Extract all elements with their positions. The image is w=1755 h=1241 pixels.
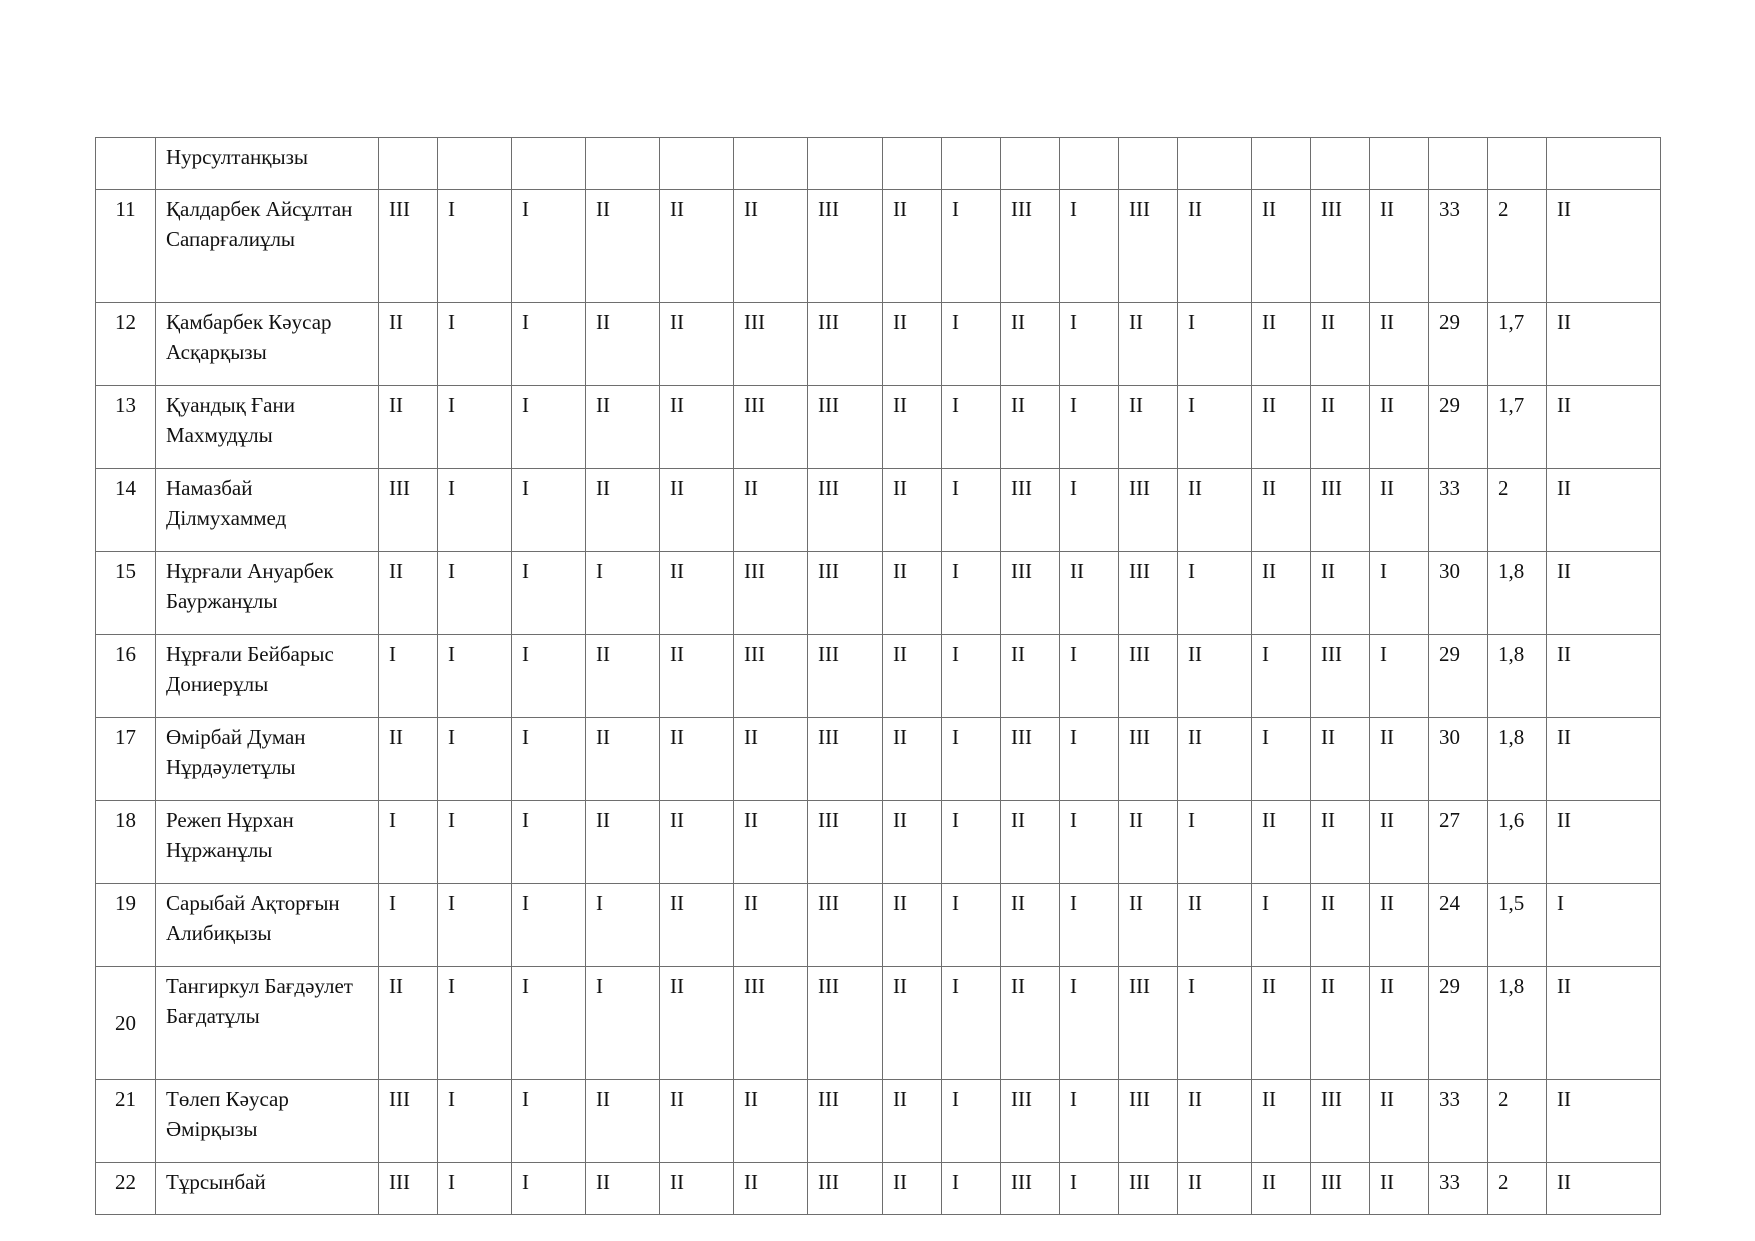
grade-cell: II	[1311, 884, 1370, 967]
grade-cell: III	[808, 635, 883, 718]
grade-cell: III	[1119, 469, 1178, 552]
grade-cell: I	[438, 552, 512, 635]
grade-cell: I	[1252, 884, 1311, 967]
grade-cell: II	[1370, 190, 1429, 303]
grade-cell: II	[1547, 386, 1661, 469]
grade-cell: I	[1178, 967, 1252, 1080]
table-row	[96, 1080, 1661, 1163]
grade-cell: II	[1547, 967, 1661, 1080]
row-number: 20	[96, 967, 156, 1080]
grade-cell	[1178, 138, 1252, 190]
student-name: Өмірбай Думан Нұрдәулетұлы	[156, 718, 379, 801]
grade-cell: 30	[1429, 552, 1488, 635]
grades-table	[95, 137, 1661, 1215]
grade-cell: I	[512, 1163, 586, 1215]
grade-cell: I	[942, 801, 1001, 884]
grade-cell: II	[1547, 801, 1661, 884]
grade-cell: 2	[1488, 1163, 1547, 1215]
grade-cell: II	[1178, 635, 1252, 718]
row-number: 22	[96, 1163, 156, 1215]
row-number: 18	[96, 801, 156, 884]
grade-cell: III	[1119, 635, 1178, 718]
grade-cell	[1001, 138, 1060, 190]
grade-cell: I	[1060, 1163, 1119, 1215]
grade-cell: II	[1311, 801, 1370, 884]
grade-cell: II	[1311, 718, 1370, 801]
grade-cell: II	[586, 801, 660, 884]
grade-cell: I	[512, 718, 586, 801]
grade-cell: III	[808, 469, 883, 552]
grade-cell: II	[1119, 386, 1178, 469]
grade-cell	[1119, 138, 1178, 190]
grade-cell: II	[734, 801, 808, 884]
grade-cell: II	[1252, 552, 1311, 635]
grade-cell: II	[586, 1163, 660, 1215]
grade-cell	[942, 138, 1001, 190]
grade-cell: 30	[1429, 718, 1488, 801]
grade-cell: II	[586, 635, 660, 718]
grade-cell: I	[438, 718, 512, 801]
grade-cell: II	[1311, 386, 1370, 469]
grade-cell: II	[1178, 1163, 1252, 1215]
grade-cell: II	[1311, 552, 1370, 635]
grade-cell: III	[1001, 469, 1060, 552]
grade-cell: II	[883, 718, 942, 801]
grade-cell: I	[512, 386, 586, 469]
grade-cell: II	[883, 469, 942, 552]
grade-cell	[883, 138, 942, 190]
table-row	[96, 138, 1661, 190]
grade-cell: I	[1060, 469, 1119, 552]
grade-cell: II	[1178, 718, 1252, 801]
grade-cell: I	[586, 967, 660, 1080]
grade-cell: II	[1252, 1080, 1311, 1163]
grade-cell: II	[379, 552, 438, 635]
grade-cell: I	[1060, 190, 1119, 303]
row-number: 19	[96, 884, 156, 967]
grade-cell: II	[734, 1080, 808, 1163]
grade-cell: I	[1252, 635, 1311, 718]
row-number: 17	[96, 718, 156, 801]
grade-cell: III	[1119, 190, 1178, 303]
grade-cell: III	[808, 884, 883, 967]
grade-cell: II	[883, 190, 942, 303]
grade-cell: I	[438, 801, 512, 884]
grade-cell	[1429, 138, 1488, 190]
student-name: Нұрғали Бейбарыс Дониерұлы	[156, 635, 379, 718]
grade-cell: I	[942, 303, 1001, 386]
grade-cell: 24	[1429, 884, 1488, 967]
grade-cell: II	[1370, 386, 1429, 469]
grade-cell: II	[883, 386, 942, 469]
grade-cell: II	[660, 635, 734, 718]
grade-cell	[734, 138, 808, 190]
grade-cell: I	[1547, 884, 1661, 967]
grade-cell: 2	[1488, 1080, 1547, 1163]
grade-cell: II	[1252, 190, 1311, 303]
grade-cell: 1,5	[1488, 884, 1547, 967]
grade-cell: III	[1311, 1163, 1370, 1215]
grade-cell: II	[1547, 190, 1661, 303]
grade-cell: II	[1001, 801, 1060, 884]
grade-cell: 27	[1429, 801, 1488, 884]
grade-cell: I	[942, 635, 1001, 718]
grade-cell: II	[660, 552, 734, 635]
row-number: 15	[96, 552, 156, 635]
grade-cell	[1252, 138, 1311, 190]
grade-cell: II	[1370, 1080, 1429, 1163]
grade-cell: 1,7	[1488, 303, 1547, 386]
grade-cell: II	[1252, 1163, 1311, 1215]
grade-cell: II	[883, 1080, 942, 1163]
grade-cell	[660, 138, 734, 190]
grade-cell: II	[883, 1163, 942, 1215]
grade-cell: II	[379, 718, 438, 801]
grade-cell: I	[438, 1163, 512, 1215]
row-number	[96, 138, 156, 190]
grade-cell: II	[660, 801, 734, 884]
grade-cell: I	[942, 190, 1001, 303]
grade-cell: I	[512, 552, 586, 635]
grade-cell: I	[1178, 386, 1252, 469]
student-name: Намазбай Ділмухаммед	[156, 469, 379, 552]
grade-cell	[1547, 138, 1661, 190]
grade-cell: 1,8	[1488, 635, 1547, 718]
grade-cell: II	[660, 386, 734, 469]
grade-cell: I	[1060, 884, 1119, 967]
grade-cell: II	[660, 1080, 734, 1163]
grade-cell: I	[942, 386, 1001, 469]
grade-cell: 29	[1429, 386, 1488, 469]
row-number: 11	[96, 190, 156, 303]
grade-cell: I	[586, 884, 660, 967]
grade-cell: II	[1119, 303, 1178, 386]
grade-cell: 29	[1429, 303, 1488, 386]
grade-cell: II	[883, 303, 942, 386]
table-row	[96, 190, 1661, 303]
grade-cell: III	[734, 386, 808, 469]
grade-cell: III	[734, 635, 808, 718]
table-row	[96, 718, 1661, 801]
grade-cell: III	[1119, 1080, 1178, 1163]
grade-cell	[1060, 138, 1119, 190]
grade-cell: 2	[1488, 190, 1547, 303]
grade-cell: I	[586, 552, 660, 635]
grade-cell: I	[1060, 801, 1119, 884]
grade-cell: II	[1547, 718, 1661, 801]
grade-cell: II	[1370, 718, 1429, 801]
grade-cell: III	[808, 801, 883, 884]
grade-cell: II	[586, 1080, 660, 1163]
grade-cell: II	[1252, 801, 1311, 884]
grade-cell: 1,6	[1488, 801, 1547, 884]
grade-cell: III	[1119, 1163, 1178, 1215]
student-name: Тангиркул Бағдәулет Бағдатұлы	[156, 967, 379, 1080]
grade-cell: II	[1119, 801, 1178, 884]
grade-cell: I	[1060, 386, 1119, 469]
grade-cell: II	[883, 801, 942, 884]
grade-cell: II	[734, 884, 808, 967]
grade-cell: I	[438, 190, 512, 303]
grade-cell: I	[512, 967, 586, 1080]
grade-cell: I	[438, 635, 512, 718]
grade-cell: II	[586, 469, 660, 552]
grade-cell: III	[808, 1080, 883, 1163]
table-row	[96, 552, 1661, 635]
grade-cell: I	[438, 967, 512, 1080]
grade-cell: II	[1119, 884, 1178, 967]
grade-cell: II	[1370, 469, 1429, 552]
student-name: Режеп Нұрхан Нұржанұлы	[156, 801, 379, 884]
grade-cell: III	[734, 552, 808, 635]
grade-cell: I	[942, 967, 1001, 1080]
grade-cell: I	[438, 884, 512, 967]
grade-cell: III	[734, 967, 808, 1080]
grade-cell: I	[942, 552, 1001, 635]
grade-cell: II	[1547, 1080, 1661, 1163]
grade-cell: II	[1547, 303, 1661, 386]
student-name: Нурсултанқызы	[156, 138, 379, 190]
grade-cell: II	[660, 884, 734, 967]
grade-cell: I	[379, 801, 438, 884]
grade-cell: I	[512, 303, 586, 386]
grade-cell: I	[438, 303, 512, 386]
grade-cell: III	[379, 1163, 438, 1215]
grade-cell: 1,8	[1488, 967, 1547, 1080]
grade-cell: II	[1178, 469, 1252, 552]
grade-cell: I	[438, 1080, 512, 1163]
grade-cell: II	[734, 469, 808, 552]
grade-cell: II	[1252, 967, 1311, 1080]
student-name: Қуандық Ғани Махмудұлы	[156, 386, 379, 469]
grade-cell: II	[883, 635, 942, 718]
grade-cell: III	[808, 967, 883, 1080]
grade-cell	[1311, 138, 1370, 190]
grade-cell: II	[1547, 635, 1661, 718]
table-row	[96, 386, 1661, 469]
grade-cell: II	[586, 303, 660, 386]
grade-cell: III	[1311, 469, 1370, 552]
row-number: 16	[96, 635, 156, 718]
grade-cell: I	[942, 1163, 1001, 1215]
student-name: Нұрғали Ануарбек Бауржанұлы	[156, 552, 379, 635]
grade-cell: II	[1001, 967, 1060, 1080]
grade-cell: II	[660, 718, 734, 801]
grade-cell: 33	[1429, 190, 1488, 303]
grade-cell: III	[1119, 718, 1178, 801]
grade-cell: II	[1178, 884, 1252, 967]
grade-cell: II	[734, 718, 808, 801]
grade-cell: II	[1547, 469, 1661, 552]
grade-cell: II	[734, 1163, 808, 1215]
grade-cell: I	[1060, 303, 1119, 386]
grade-cell: I	[1178, 552, 1252, 635]
grade-cell: II	[1370, 303, 1429, 386]
student-name: Төлеп Кәусар Әмірқызы	[156, 1080, 379, 1163]
grade-cell	[512, 138, 586, 190]
grade-cell: II	[1178, 1080, 1252, 1163]
grade-cell: I	[942, 1080, 1001, 1163]
grade-cell: II	[1370, 801, 1429, 884]
grade-cell: II	[660, 1163, 734, 1215]
student-name: Тұрсынбай	[156, 1163, 379, 1215]
grade-cell: III	[379, 469, 438, 552]
grade-cell: 1,7	[1488, 386, 1547, 469]
grade-cell: II	[883, 884, 942, 967]
grade-cell: 33	[1429, 469, 1488, 552]
grade-cell: II	[1311, 967, 1370, 1080]
table-row	[96, 967, 1661, 1080]
grade-cell: I	[512, 635, 586, 718]
grade-cell: III	[379, 1080, 438, 1163]
grade-cell: II	[1370, 884, 1429, 967]
table-row	[96, 635, 1661, 718]
grade-cell: II	[883, 552, 942, 635]
row-number: 13	[96, 386, 156, 469]
grade-cell: III	[1001, 552, 1060, 635]
grade-cell: III	[1119, 967, 1178, 1080]
grade-cell: II	[1001, 386, 1060, 469]
grade-cell: II	[1311, 303, 1370, 386]
grade-cell: I	[512, 1080, 586, 1163]
grade-cell	[1370, 138, 1429, 190]
grade-cell: II	[586, 718, 660, 801]
grade-cell: III	[1001, 190, 1060, 303]
grade-cell: 29	[1429, 635, 1488, 718]
grade-cell: III	[1119, 552, 1178, 635]
grade-cell: III	[734, 303, 808, 386]
grade-cell: II	[1252, 386, 1311, 469]
grade-cell	[1488, 138, 1547, 190]
grade-cell: I	[512, 884, 586, 967]
grade-cell: III	[808, 303, 883, 386]
grade-cell: 29	[1429, 967, 1488, 1080]
grade-cell: II	[660, 303, 734, 386]
grade-cell: 33	[1429, 1080, 1488, 1163]
table-row	[96, 884, 1661, 967]
student-name: Қалдарбек Айсұлтан Сапарғалиұлы	[156, 190, 379, 303]
grade-cell: II	[1252, 469, 1311, 552]
grade-cell: II	[1370, 967, 1429, 1080]
grade-cell: II	[1060, 552, 1119, 635]
grade-cell: III	[808, 386, 883, 469]
student-name: Сарыбай Ақторғын Алибиқызы	[156, 884, 379, 967]
grade-cell: III	[808, 718, 883, 801]
grade-cell: II	[586, 190, 660, 303]
grade-cell: II	[1178, 190, 1252, 303]
grade-cell: III	[1001, 718, 1060, 801]
grade-cell: I	[942, 718, 1001, 801]
grade-cell: II	[883, 967, 942, 1080]
grade-cell: I	[942, 884, 1001, 967]
grade-cell: I	[1178, 303, 1252, 386]
grade-cell: II	[660, 967, 734, 1080]
table-row	[96, 469, 1661, 552]
grade-cell: II	[379, 386, 438, 469]
grade-cell: II	[734, 190, 808, 303]
grade-cell	[586, 138, 660, 190]
grade-cell: 33	[1429, 1163, 1488, 1215]
grade-cell: II	[1001, 635, 1060, 718]
grade-cell: I	[1178, 801, 1252, 884]
table-row	[96, 1163, 1661, 1215]
grade-cell	[438, 138, 512, 190]
grade-cell: I	[1252, 718, 1311, 801]
grade-cell: II	[1547, 552, 1661, 635]
grade-cell: III	[808, 190, 883, 303]
grade-cell: III	[808, 552, 883, 635]
grade-cell: II	[660, 190, 734, 303]
grade-cell: I	[942, 469, 1001, 552]
table-row	[96, 303, 1661, 386]
student-name: Қамбарбек Кәусар Асқарқызы	[156, 303, 379, 386]
grade-cell: III	[1001, 1080, 1060, 1163]
grade-cell: I	[512, 469, 586, 552]
grade-cell: I	[512, 190, 586, 303]
grade-cell: II	[1001, 884, 1060, 967]
grade-cell: I	[1060, 967, 1119, 1080]
row-number: 12	[96, 303, 156, 386]
grade-cell: I	[1370, 552, 1429, 635]
grade-cell: II	[1252, 303, 1311, 386]
grade-cell	[379, 138, 438, 190]
table-body	[96, 138, 1661, 1215]
grade-cell: III	[1311, 190, 1370, 303]
table-row	[96, 801, 1661, 884]
grade-cell: III	[1001, 1163, 1060, 1215]
grade-cell: 1,8	[1488, 718, 1547, 801]
row-number: 14	[96, 469, 156, 552]
grade-cell: II	[1370, 1163, 1429, 1215]
grade-cell: II	[1547, 1163, 1661, 1215]
grade-cell: II	[379, 967, 438, 1080]
grade-cell: I	[379, 884, 438, 967]
grade-cell: I	[1060, 1080, 1119, 1163]
row-number: 21	[96, 1080, 156, 1163]
grade-cell: I	[379, 635, 438, 718]
grade-cell: II	[660, 469, 734, 552]
grade-cell: III	[808, 1163, 883, 1215]
grade-cell: II	[586, 386, 660, 469]
grade-cell	[808, 138, 883, 190]
grade-cell: I	[438, 469, 512, 552]
grade-cell: I	[512, 801, 586, 884]
grade-cell: III	[1311, 1080, 1370, 1163]
grade-cell: III	[379, 190, 438, 303]
grade-cell: I	[1370, 635, 1429, 718]
grade-cell: II	[1001, 303, 1060, 386]
grade-cell: 2	[1488, 469, 1547, 552]
grade-cell: III	[1311, 635, 1370, 718]
grade-cell: I	[1060, 635, 1119, 718]
grade-cell: I	[438, 386, 512, 469]
grade-cell: 1,8	[1488, 552, 1547, 635]
grade-cell: I	[1060, 718, 1119, 801]
grade-cell: II	[379, 303, 438, 386]
